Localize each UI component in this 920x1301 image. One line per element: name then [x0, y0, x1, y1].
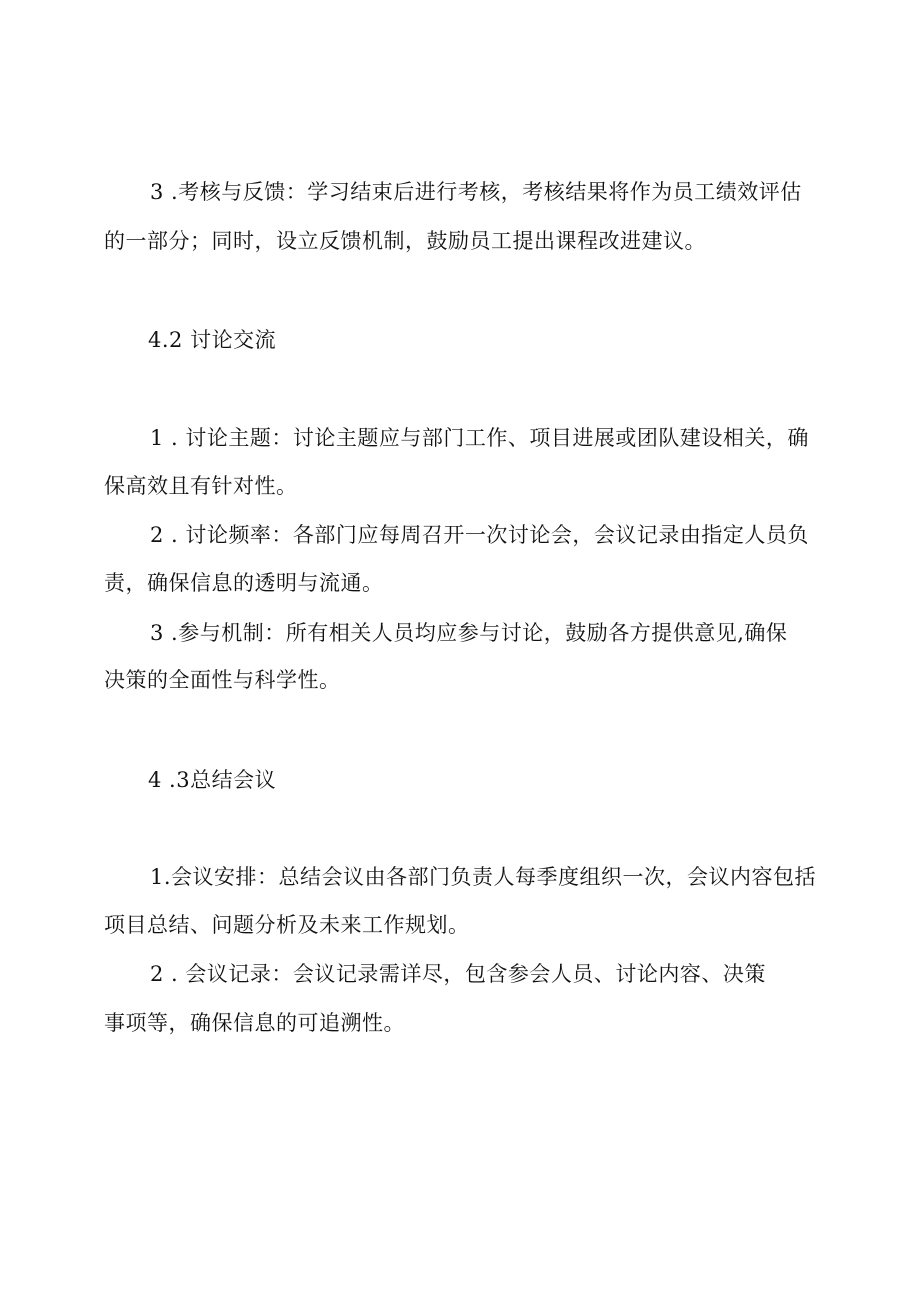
paragraph-line: 项目总结、问题分析及未来工作规划。 [104, 913, 470, 937]
section-heading: 4.2 讨论交流 [148, 328, 277, 352]
section-heading: 4 .3总结会议 [148, 768, 277, 792]
paragraph-line: 2 . 会议记录：会议记录需详尽，包含参会人员、讨论内容、决策 [150, 962, 766, 986]
paragraph-line: 责，确保信息的透明与流通。 [104, 571, 384, 595]
paragraph-line: 保高效且有针对性。 [104, 474, 298, 498]
paragraph-line: 2 . 讨论频率：各部门应每周召开一次讨论会，会议记录由指定人员负 [150, 523, 809, 547]
paragraph-line: 3 .考核与反馈：学习结束后进行考核，考核结果将作为员工绩效评估 [150, 180, 802, 204]
paragraph-line: 1.会议安排：总结会议由各部门负责人每季度组织一次，会议内容包括 [150, 865, 817, 889]
paragraph-line: 事项等，确保信息的可追溯性。 [104, 1011, 405, 1035]
paragraph-line: 1 . 讨论主题：讨论主题应与部门工作、项目进展或团队建设相关，确 [150, 426, 809, 450]
paragraph-line: 决策的全面性与科学性。 [104, 668, 341, 692]
paragraph-line: 的一部分；同时，设立反馈机制，鼓励员工提出课程改进建议。 [104, 229, 706, 253]
paragraph-line: 3 .参与机制：所有相关人员均应参与讨论，鼓励各方提供意见,确保 [150, 621, 788, 645]
